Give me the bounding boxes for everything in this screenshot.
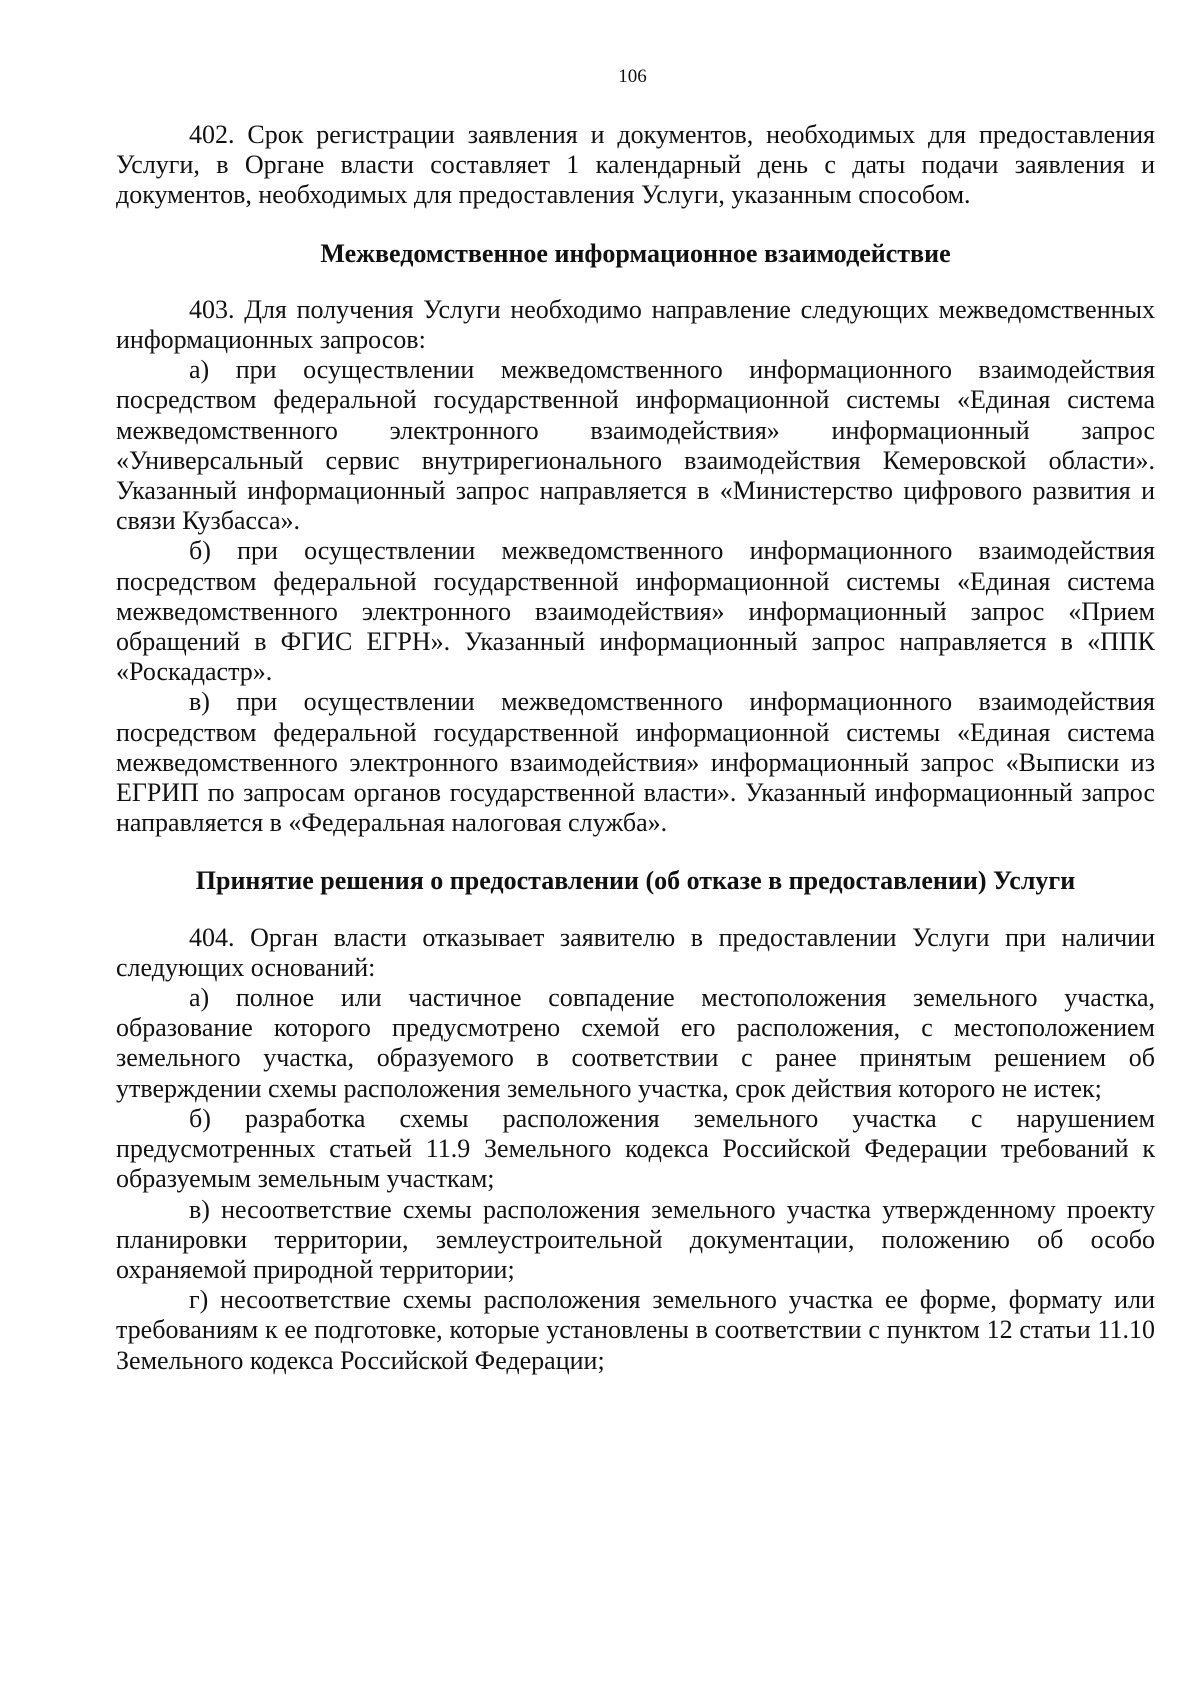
section-heading-interagency: Межведомственное информационное взаимодействие xyxy=(320,238,951,268)
document-body xyxy=(116,120,1155,1376)
paragraph-404-a: а) полное или частичное совпадение местоположения земельного участка, образование которого предусмотрено схемой его расположения, с местоположением земельного участка, образуемого в соответствии с ранее принятым решением об утверждении схемы расположения земельного участка, срок действия которого не истек; xyxy=(116,983,1155,1103)
paragraph-403: 403. Для получения Услуги необходимо направление следующих межведомственных информационных запросов: xyxy=(116,294,1155,355)
paragraph-403-v: в) при осуществлении межведомственного информационного взаимодействия посредством федеральной государственной информационной системы «Единая система межведомственного электронного взаимодействия» информационный запрос «Выписки из ЕГРИП по запросам органов государственной власти». Указанный информационный запрос направляется в «Федеральная налоговая служба». xyxy=(116,687,1155,838)
paragraph-404-v: в) несоответствие схемы расположения земельного участка утвержденному проекту планировки территории, землеустроительной документации, положению об особо охраняемой природной территории; xyxy=(116,1194,1155,1284)
section-heading-decision: Принятие решения о предоставлении (об отказе в предоставлении) Услуги xyxy=(195,866,1076,896)
paragraph-404: 404. Орган власти отказывает заявителю в предоставлении Услуги при наличии следующих оснований: xyxy=(116,922,1155,982)
paragraph-403-a: а) при осуществлении межведомственного информационного взаимодействия посредством федеральной государственной информационной системы «Единая система межведомственного электронного взаимодействия» информационный запрос «Универсальный сервис внутрирегионального взаимодействия Кемеровской области». Указанный информационный запрос направляется в «Министерство цифрового развития и связи Кузбасса». xyxy=(116,355,1155,536)
paragraph-402: 402. Срок регистрации заявления и документов, необходимых для предоставления Услуги, в Органе власти составляет 1 календарный день с даты подачи заявления и документов, необходимых для предоставления Услуги, указанным способом. xyxy=(116,120,1155,210)
paragraph-404-b: б) разработка схемы расположения земельного участка с нарушением предусмотренных статьей 11.9 Земельного кодекса Российской Федерации требований к образуемым земельным участкам; xyxy=(116,1103,1155,1194)
page-number: 106 xyxy=(618,66,647,87)
paragraph-404-g: г) несоответствие схемы расположения земельного участка ее форме, формату или требованиям к ее подготовке, которые установлены в соответствии с пунктом 12 статьи 11.10 Земельного кодекса Российской Федерации; xyxy=(116,1285,1155,1375)
paragraph-403-b: б) при осуществлении межведомственного информационного взаимодействия посредством федеральной государственной информационной системы «Единая система межведомственного электронного взаимодействия» информационный запрос «Прием обращений в ФГИС ЕГРН». Указанный информационный запрос направляется в «ППК «Роскадастр». xyxy=(116,536,1155,687)
